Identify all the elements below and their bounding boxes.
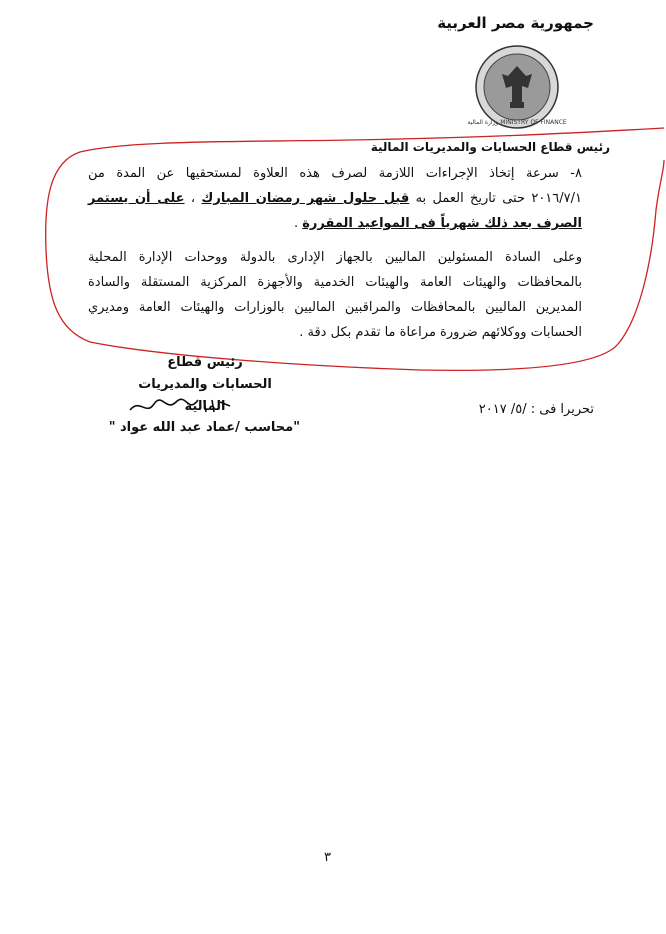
item8-line3: الصرف بعد ذلك شهرياً فى المواعيد المقررة . bbox=[293, 216, 582, 231]
sector-header: رئيس قطاع الحسابات والمديريات المالية bbox=[370, 140, 610, 154]
page-number: ٣ bbox=[324, 850, 331, 865]
ramadan-underline: قبل حلول شهر رمضان المبارك bbox=[201, 191, 410, 206]
item8-line2: ٢٠١٦/٧/١ حتى تاريخ العمل به قبل حلول شهر رمضان المبارك ، على أن يستمر bbox=[88, 191, 582, 206]
ministry-of-finance-seal-icon bbox=[467, 44, 567, 130]
monthly-underline: الصرف بعد ذلك شهرياً فى المواعيد المقررة bbox=[302, 216, 582, 231]
paragraph-line-2: بالمحافظات والهيئات العامة والهيئات الخدمية والأجهزة المركزية المستقلة والسادة bbox=[88, 275, 582, 290]
signature-title2: الحسابات والمديريات المالية bbox=[138, 377, 272, 414]
paragraph-line-1: وعلى السادة المسئولين الماليين بالجهاز الإدارى بالدولة ووحدات الإدارة المحلية bbox=[88, 250, 582, 265]
paragraph-line-4: الحسابات ووكلائهم ضرورة مراعاة ما تقدم بكل دقة . bbox=[299, 325, 582, 340]
seal-text: وزارة المالية MINISTRY OF FINANCE bbox=[467, 119, 567, 126]
continue-underline: على أن يستمر bbox=[88, 191, 185, 206]
date-line: تحريرا فى : /٥/ ٢٠١٧ bbox=[478, 402, 594, 417]
paragraph-line-3: المديرين الماليين بالمحافظات والمراقبين الماليين بالوزارات والهيئات العامة ومديري bbox=[88, 300, 582, 315]
item8-line1: ٨- سرعة إتخاذ الإجراءات اللازمة لصرف هذه العلاوة لمستحقيها عن المدة من bbox=[88, 166, 582, 181]
signature-title1: رئيس قطاع bbox=[167, 355, 243, 370]
header-country-title: جمهورية مصر العربية bbox=[437, 14, 594, 32]
accountant-name: "محاسب /عماد عبد الله عواد " bbox=[108, 420, 300, 435]
handwritten-signature-icon bbox=[126, 392, 236, 420]
